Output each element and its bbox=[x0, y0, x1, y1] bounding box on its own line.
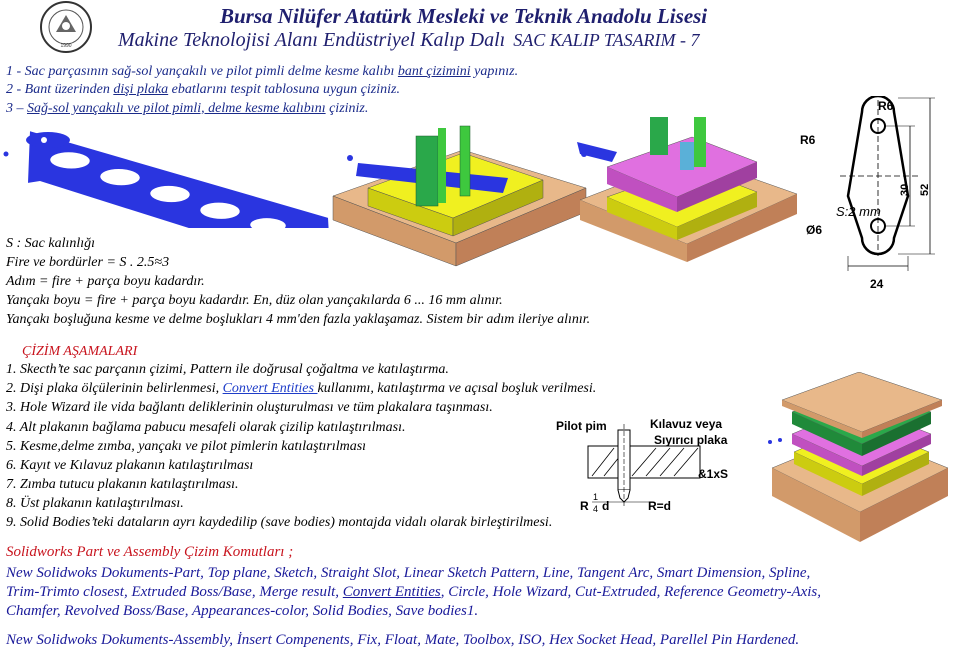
guide-plate-label-1: Kılavuz veya bbox=[650, 417, 723, 431]
step-7: 7. Zımba tutucu plakanın katılaştırılması. bbox=[6, 477, 239, 492]
formula-line-2: Fire ve bordürler = S . 2.5≈3 bbox=[6, 255, 170, 270]
strip-layout-illustration bbox=[0, 118, 335, 228]
step-4: 4. Alt plakanın bağlama pabucu mesafeli olarak çizilip katılaştırılması. bbox=[6, 420, 406, 435]
hole-diameter-label: Ø6 bbox=[806, 223, 823, 237]
die-lower-assembly-illustration bbox=[328, 118, 590, 268]
step-1: 1. Skecth’te sac parçanın çizimi, Pattern ile doğrusal çoğaltma ve katılaştırma. bbox=[6, 362, 449, 377]
commands-heading: Solidworks Part ve Assembly Çizim Komutları ; bbox=[6, 544, 294, 560]
formula-line-1: S : Sac kalınlığı bbox=[6, 236, 96, 251]
radius-top-label: R6 bbox=[878, 99, 894, 113]
dim-24-label: 24 bbox=[870, 277, 884, 291]
guide-plate-label-2: Sıyırıcı plaka bbox=[654, 433, 728, 447]
fraction-denominator: 4 bbox=[593, 504, 599, 514]
clearance-label: &1xS bbox=[698, 467, 729, 481]
task-1: 1 - Sac parçasının sağ-sol yançakılı ve pilot pimli delme kesme kalıbı bant çizimini yapınız. bbox=[6, 64, 519, 79]
die-full-assembly-illustration bbox=[764, 372, 954, 547]
r-label: R bbox=[580, 499, 589, 513]
formula-line-4: Yançakı boyu = fire + parça boyu kadardır. En, düz olan yançakılarda 6 ... 16 mm alınır. bbox=[6, 293, 503, 308]
part-dimension-drawing bbox=[800, 96, 960, 296]
d-label: d bbox=[602, 499, 610, 513]
commands-line-4: New Solidwoks Dokuments-Assembly, İnsert Compenents, Fix, Float, Mate, Toolbox, ISO, Hex Socket Head, Parellel Pin Hardened. bbox=[6, 632, 800, 648]
step-8: 8. Üst plakanın katılaştırılması. bbox=[6, 496, 184, 511]
step-6: 6. Kayıt ve Kılavuz plakanın katılaştırılması bbox=[6, 458, 254, 473]
pilot-pin-detail bbox=[552, 416, 757, 516]
fraction-numerator: 1 bbox=[593, 492, 599, 502]
formula-line-3: Adım = fire + parça boyu kadardır. bbox=[6, 274, 205, 289]
page-title: Bursa Nilüfer Atatürk Mesleki ve Teknik Anadolu Lisesi bbox=[220, 4, 708, 28]
step-9: 9. Solid Bodies’teki dataların ayrı kaydedilip (save bodies) montajda vidalı olarak birleştirilmesi. bbox=[6, 515, 553, 530]
department: Makine Teknolojisi Alanı Endüstriyel Kalıp Dalı bbox=[118, 29, 506, 51]
dim-30-label: 30 bbox=[899, 183, 911, 196]
steps-heading: ÇİZİM AŞAMALARI bbox=[22, 344, 138, 359]
svg-text:1990: 1990 bbox=[60, 43, 72, 49]
dim-52-label: 52 bbox=[919, 183, 931, 196]
thickness-label: S:2 mm bbox=[836, 204, 881, 219]
step-2: 2. Dişi plaka ölçülerinin belirlenmesi, Convert Entities kullanımı, katılaştırma ve açısal boşluk verilmesi. bbox=[6, 381, 597, 396]
die-upper-assembly-illustration bbox=[572, 112, 802, 262]
convert-entities-link[interactable]: Convert Entities bbox=[222, 381, 318, 396]
commands-line-1: New Solidwoks Dokuments-Part, Top plane, Sketch, Straight Slot, Linear Sketch Pattern, Line, Tangent Arc, Smart Dimension, Spline, bbox=[6, 565, 811, 581]
convert-entities-command-link[interactable]: Convert Entities bbox=[342, 584, 441, 600]
task-3: 3 – Sağ-sol yançakılı ve pilot pimli, delme kesme kalıbını çiziniz. bbox=[6, 101, 369, 116]
school-logo bbox=[34, 0, 100, 56]
formula-line-5: Yançakı boşluğuna kesme ve delme boşlukları 4 mm'den fazla yaklaşamaz. Sistem bir adım ileriye alınır. bbox=[6, 312, 591, 327]
step-3: 3. Hole Wizard ile vida bağlantı deliklerinin oluşturulması ve tüm plakalara taşınması. bbox=[6, 400, 493, 415]
sheet-title: SAC KALIP TASARIM - 7 bbox=[513, 30, 700, 50]
commands-line-2: Trim-Trimto closest, Extruded Boss/Base, Merge result, Convert Entities, Circle, Hole Wizard, Cut-Extruded, Reference Geometry-Axis, bbox=[6, 584, 822, 600]
r-equals-d-label: R=d bbox=[648, 499, 672, 513]
page-subtitle bbox=[118, 29, 700, 52]
pilot-pin-label: Pilot pim bbox=[556, 419, 607, 433]
radius-left-label: R6 bbox=[800, 133, 816, 147]
step-5: 5. Kesme,delme zımba, yançakı ve pilot pimlerin katılaştırılması bbox=[6, 439, 367, 454]
task-2: 2 - Bant üzerinden dişi plaka ebatlarını tespit tablosuna uygun çiziniz. bbox=[6, 82, 400, 97]
commands-line-3: Chamfer, Revolved Boss/Base, Appearances-color, Solid Bodies, Save bodies1. bbox=[6, 603, 479, 619]
